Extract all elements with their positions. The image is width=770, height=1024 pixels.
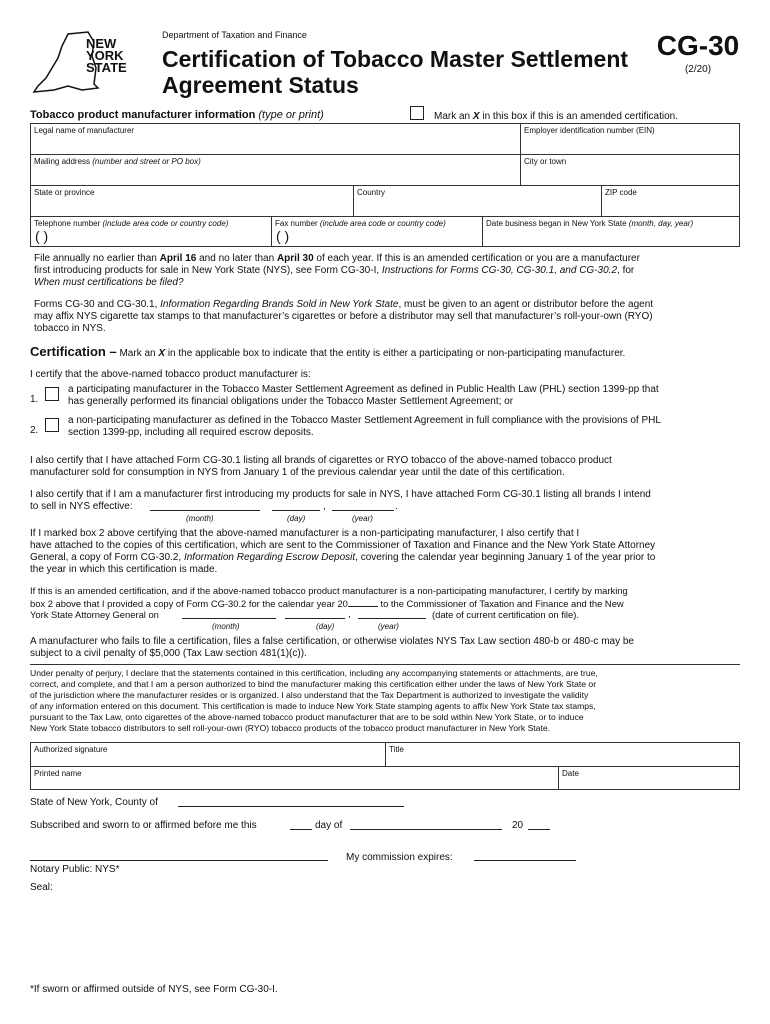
certification-heading: Certification – Mark an X in the applicable box to indicate that the entity is either a participating or non-participating manufacturer. [30,344,626,359]
option1-number: 1. [30,394,39,405]
printed-name-field[interactable]: Printed name [31,767,559,789]
notary-signature-line[interactable] [30,860,328,861]
department-name: Department of Taxation and Finance [162,30,307,40]
first-introducing-text: I also certify that if I am a manufacturer first introducing my products for sale in NYS, I have attached Form CG-30.1 listing all brands I intend to sell in NYS effective: [30,489,651,512]
non-participating-checkbox[interactable] [45,418,59,432]
amended-checkbox[interactable] [410,106,424,120]
subscribed-day-field[interactable] [290,829,312,830]
divider [30,664,740,665]
comma: , [323,501,326,512]
penalty-text: A manufacturer who fails to file a certification, files a false certification, or otherwise violates NYS Tax Law section 480-b or 480-c may be subject to a civil penalty of $5,000 (Tax Law section 481(1)(c)). [30,636,634,659]
seal-label: Seal: [30,882,53,893]
day-label: (day) [287,514,306,523]
amended-certification-text: If this is an amended certification, and if the above-named tobacco product manufacturer is a non-participating manufacturer, I certify by marking box 2 above that I provided a copy of Form CG-30.2 for the calendar year 20 to the Commissioner of Taxation and Finance and the New York State Attorney General on [30,585,628,620]
subscribed-month-field[interactable] [350,829,502,830]
zip-field[interactable]: ZIP code [602,186,739,217]
country-field[interactable]: Country [354,186,602,217]
forms-note: Forms CG-30 and CG-30.1, Information Regarding Brands Sold in New York State, must be given to an agent or distributor before the agent may affix NYS cigarette tax stamps to that manufacturer’s cigarettes or before a distributor may sell that manufacturer’s roll-your-own (RYO) tobacco in NYS. [34,299,654,334]
comma-2: , [348,609,351,620]
date-field[interactable]: Date [562,769,579,778]
day-of-label: day of [315,820,343,831]
ag-date-year[interactable] [358,618,426,619]
authorized-signature-field[interactable]: Authorized signature [31,743,386,767]
filing-instructions: File annually no earlier than April 16 and no later than April 30 of each year. If this is an amended certification or you are a manufacturer first introducing products for sale in New York State (NYS), see Form CG-30-I, Instructions for Forms CG-30, CG-30.1, and CG-30.2, for When must certifications be filed? [34,253,640,288]
ein-field[interactable]: Employer identification number (EIN) [521,124,739,155]
commission-field[interactable] [474,860,576,861]
period: . [395,501,398,512]
logo-text: NEW YORK STATE [86,36,127,75]
county-label: State of New York, County of [30,797,158,808]
county-field[interactable] [178,806,404,807]
title-field[interactable]: Title [386,743,739,767]
commission-label: My commission expires: [346,852,453,863]
nys-logo [28,28,140,100]
legal-name-field[interactable]: Legal name of manufacturer [31,124,521,155]
subscribed-label: Subscribed and sworn to or affirmed before me this [30,820,257,831]
manufacturer-info-grid [30,123,740,247]
amended-checkbox-label: Mark an X in this box if this is an amended certification. [434,111,679,122]
manufacturer-info-heading: Tobacco product manufacturer information (type or print) [30,109,324,121]
footnote: *If sworn or affirmed outside of NYS, see Form CG-30-I. [30,984,278,995]
effective-day-field[interactable] [272,510,320,511]
option1-text: a participating manufacturer in the Tobacco Master Settlement Agreement as defined in Public Health Law (PHL) section 1399-pp that has generally performed its financial obligations under the Tobacco Master Settlement Agreement; or [68,384,659,407]
effective-month-field[interactable] [150,510,260,511]
participating-checkbox[interactable] [45,387,59,401]
year-label-2: (year) [378,622,399,631]
signature-grid [30,742,740,790]
form-number: CG-30 [656,30,740,61]
twenty-label: 20 [512,820,524,831]
current-cert-note: (date of current certification on file). [432,609,579,620]
fax-field[interactable]: Fax number (include area code or country code) ( ) [272,217,483,246]
telephone-field[interactable]: Telephone number (include area code or country code) ( ) [31,217,272,246]
perjury-statement: Under penalty of perjury, I declare that the statements contained in this certification, including any accompanying statements or attachments, are true, correct, and complete, and that I am a person authorized to bind the manufacturer making this certification either under the laws of New York State or of the jurisdiction where the manufacturer resides or is organized. I also understand that the Tax Department is authorized to investigate the validity of any information entered on this document. This certification is made to induce New York State stamping agents to affix New York State tax stamps, pursuant to the Tax Law, onto cigarettes of the above-named tobacco product manufacturer that are to be sold within New York State, or to induce New York State tobacco distributors to sell roll-your-own (RYO) tobacco products of the tobacco product manufacturer in New York State. [30,668,598,733]
subscribed-year-field[interactable] [528,829,550,830]
state-field[interactable]: State or province [31,186,354,217]
effective-year-field[interactable] [332,510,394,511]
ag-date-day[interactable] [285,618,345,619]
year-label: (year) [352,514,373,523]
ag-date-month[interactable] [182,618,276,619]
brands-attached-text: I also certify that I have attached Form CG-30.1 listing all brands of cigarettes or RYO tobacco of the above-named tobacco product manufacturer sold for consumption in NYS from January 1 of the previous calendar year until the date of this certification. [30,455,612,478]
page-title: Certification of Tobacco Master Settlement Agreement Status [162,46,629,98]
form-revision: (2/20) [684,64,712,75]
option2-text: a non-participating manufacturer as defined in the Tobacco Master Settlement Agreement in full compliance with the provisions of PHL section 1399-pp, including all required escrow deposits. [68,415,661,438]
mailing-address-field[interactable]: Mailing address (number and street or PO box) [31,155,521,186]
city-field[interactable]: City or town [521,155,739,186]
date-began-field[interactable]: Date business began in New York State (month, day, year) [486,219,694,228]
notary-public-label: Notary Public: NYS* [30,864,120,875]
month-label: (month) [186,514,214,523]
certification-intro: I certify that the above-named tobacco product manufacturer is: [30,369,311,380]
day-label-2: (day) [316,622,335,631]
option2-number: 2. [30,425,39,436]
escrow-text: If I marked box 2 above certifying that the above-named manufacturer is a non-participating manufacturer, I also certify that I have attached to the copies of this certification, which are sent to the Commissioner of Taxation and Finance and the New York State Attorney General, a copy of Form CG-30.2, Information Regarding Escrow Deposit, covering the calendar year beginning January 1 of the year prior to the year in which this certification is made. [30,528,656,575]
month-label-2: (month) [212,622,240,631]
